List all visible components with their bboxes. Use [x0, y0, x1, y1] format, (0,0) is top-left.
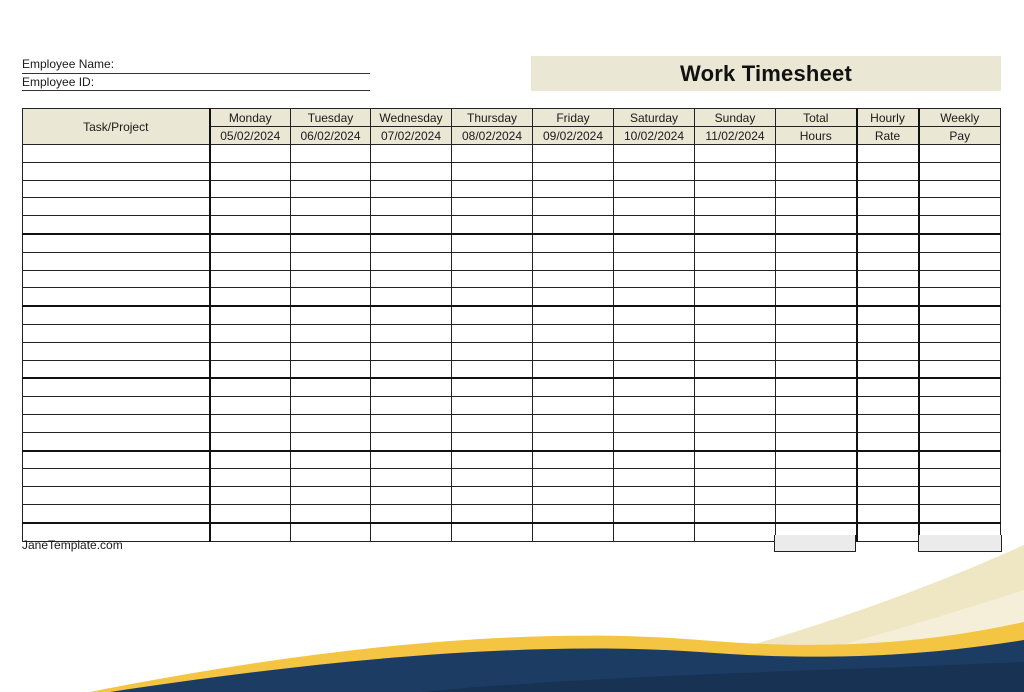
total-hours-header-line1: Total [776, 109, 857, 127]
employee-name-label: Employee Name: [22, 57, 115, 71]
total-hours-header-line2: Hours [776, 127, 857, 145]
page-title: Work Timesheet [680, 60, 852, 86]
task-project-header: Task/Project [23, 109, 210, 145]
hourly-rate-header-line2: Rate [857, 127, 919, 145]
day-header: Tuesday [291, 109, 371, 127]
weekly-pay-header-line1: Weekly [919, 109, 1001, 127]
footer-site: JaneTemplate.com [22, 538, 123, 552]
date-header: 09/02/2024 [533, 127, 614, 145]
day-header: Thursday [452, 109, 533, 127]
hourly-rate-header-line1: Hourly [857, 109, 919, 127]
employee-id-label: Employee ID: [22, 75, 95, 89]
weekly-pay-header-line2: Pay [919, 127, 1001, 145]
date-header: 10/02/2024 [614, 127, 695, 145]
day-header: Wednesday [371, 109, 452, 127]
date-header: 07/02/2024 [371, 127, 452, 145]
date-header: 11/02/2024 [695, 127, 776, 145]
day-header: Monday [210, 109, 291, 127]
day-header: Sunday [695, 109, 776, 127]
day-header: Saturday [614, 109, 695, 127]
date-header: 08/02/2024 [452, 127, 533, 145]
date-header: 05/02/2024 [210, 127, 291, 145]
date-header: 06/02/2024 [291, 127, 371, 145]
day-header: Friday [533, 109, 614, 127]
